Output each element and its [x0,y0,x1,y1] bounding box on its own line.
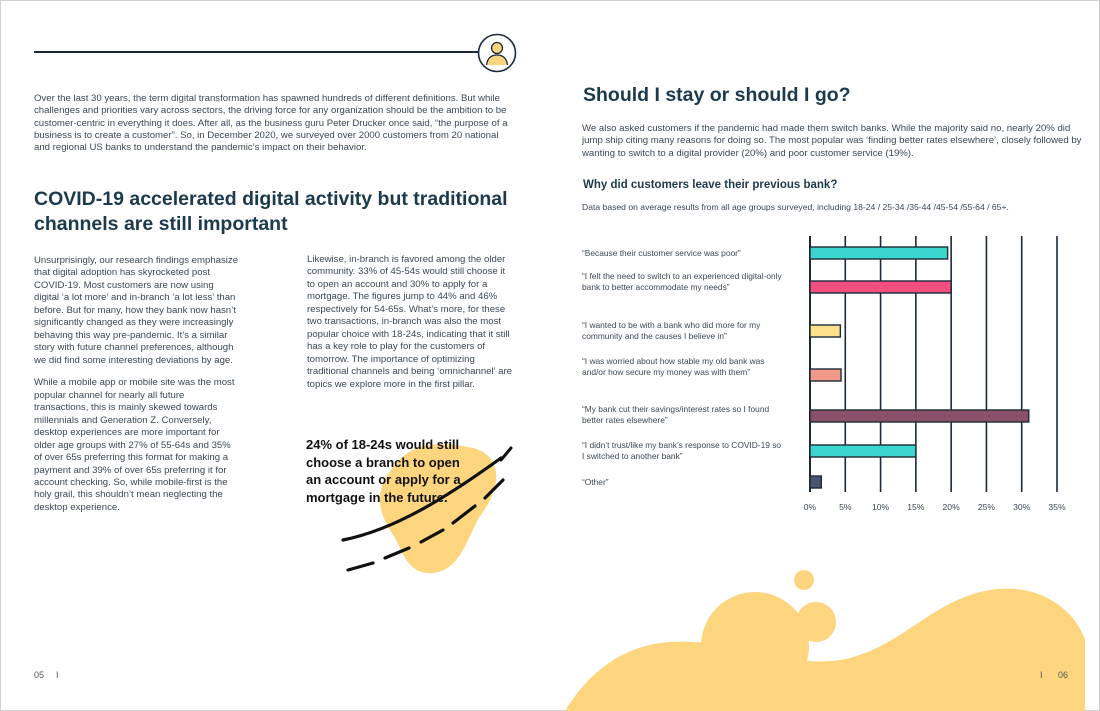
callout-quote: 24% of 18-24s would still choose a branch to open an account or apply for a mortgage in the future. [306,437,461,505]
bar [810,325,840,337]
left-column-2 [307,254,513,401]
bar-label: “Because their customer service was poor” [582,248,741,258]
header-divider [34,51,478,53]
x-tick-label: 15% [907,502,925,512]
bar [810,369,841,381]
right-page-body: We also asked customers if the pandemic had made them switch banks. While the majority said no, nearly 20% did jump ship citing many reasons for doing so. The most popular was ‘finding better rates elsewhere’, closely followed by wanting to switch to a digital provider (20%) and poor customer service (19%). [582,123,1082,159]
bar [810,247,948,259]
page-number-right: 06 [1058,670,1069,680]
chart-subtitle: Data based on average results from all age groups surveyed, including 18-24 / 25-34 /35-44 /45-54 /55-64 / 65+. [582,202,1009,212]
x-tick-label: 10% [871,502,890,512]
right-page-title: Should I stay or should I go? [583,84,851,106]
left-column-1 [34,255,240,524]
paragraph: Unsurprisingly, our research findings emphasize that digital adoption has skyrocketed post COVID-19. Most customers are now using digital ‘a lot more’ and in-branch ‘a lot less’ than before. But for many, how they bank now hasn’t significantly changed as they were increasingly behaving this way pre-pandemic. It’s a similar story with future channel preferences, although we did find some interesting deviations by age. [34,255,239,366]
chart-title: Why did customers leave their previous bank? [583,179,838,191]
bar-label: “My bank cut their savings/interest rates so I found better rates elsewhere” [582,404,770,425]
page-number-left: 05 [34,670,45,680]
bar-label: “Other” [582,477,609,487]
x-tick-label: 30% [1013,502,1031,512]
left-page-title: COVID-19 accelerated digital activity but traditional channels are still important [34,188,508,235]
person-icon [477,33,517,73]
bar [810,476,821,488]
intro-paragraph: Over the last 30 years, the term digital transformation has spawned hundreds of different definitions. But while challenges and priorities vary across sectors, the driving force for any organization should be the ambition to be customer-centric in everything it does. After all, as the business guru Peter Drucker once said, “the purpose of a business is to create a customer”. So, in December 2020, we surveyed over 2000 customers from 20 national and regional US banks to understand the pandemic’s impact on their behavior. [34,93,508,154]
bar-chart [790,230,1075,520]
bar [810,445,916,457]
background-blob [550,560,1090,711]
paragraph: While a mobile app or mobile site was the most popular channel for nearly all future transactions, this is mainly skewed towards millennials and Generation Z. Conversely, desktop experiences are more important for older age groups with 27% of 55-64s and 35% of over 65s preferring this format for making a payment and 39% of over 65s preferring it for account checking. So, while mobile-first is the holy grail, this shouldn’t mean neglecting the desktop experience. [34,377,235,513]
paragraph: Likewise, in-branch is favored among the older community. 33% of 45-54s would still choose it to open an account and 30% to apply for a mortgage. The figures jump to 44% and 46% respectively for 54-65s. What’s more, for these two transactions, in-branch was also the most popular choice with 18-24s, indicating that it still has a key role to play for the customers of tomorrow. The importance of optimizing traditional channels and being ‘omnichannel’ are topics we explore more in the first pillar. [307,254,512,390]
bar-label: “I wanted to be with a bank who did more for my community and the causes I believe in” [582,320,761,341]
page-separator-left: I [56,670,59,680]
x-tick-label: 25% [977,502,996,512]
bar-label: “I didn’t trust/like my bank’s response to COVID-19 so I switched to another bank” [582,440,782,461]
x-tick-label: 35% [1048,502,1066,512]
x-tick-label: 5% [839,502,852,512]
page-separator-right: I [1040,670,1043,680]
bar-label: “I was worried about how stable my old bank was and/or how secure my money was with them” [582,356,765,377]
x-tick-label: 20% [942,502,960,512]
x-tick-label: 0% [803,502,817,512]
bar-label: “I felt the need to switch to an experienced digital-only bank to better accommodate my needs” [582,271,782,292]
bar [810,281,951,293]
bar [810,410,1029,422]
